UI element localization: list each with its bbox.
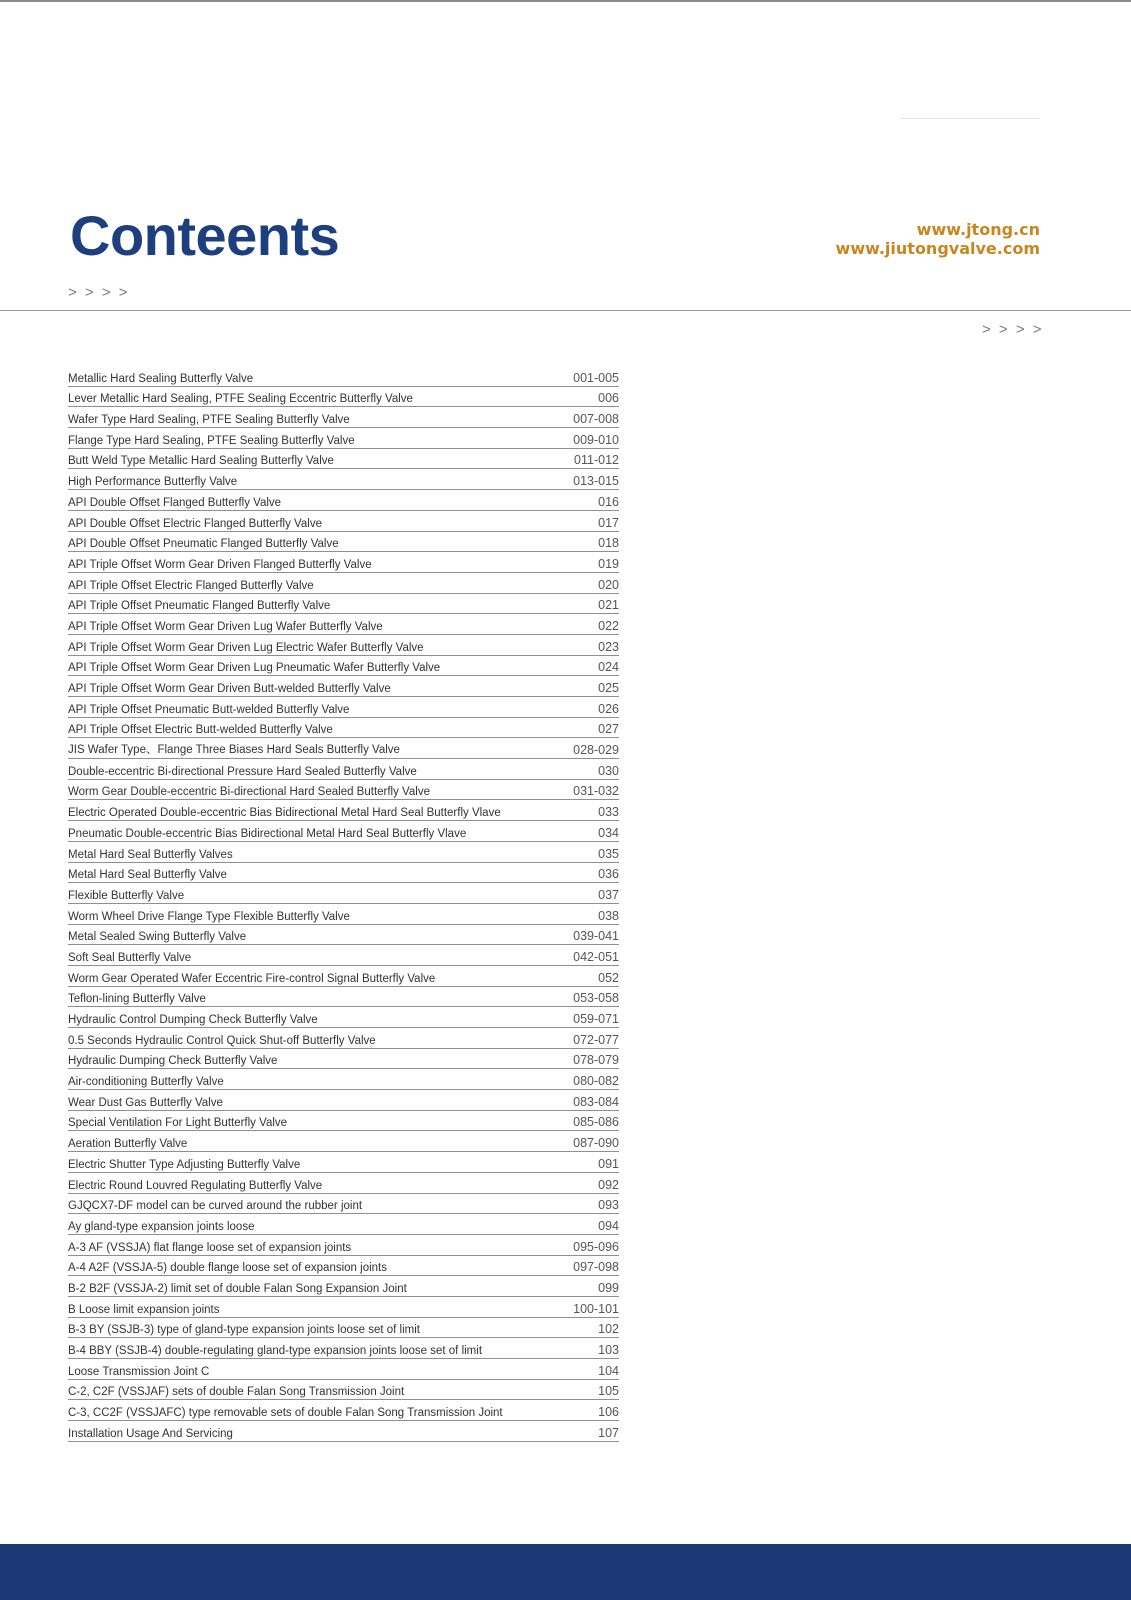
toc-entry-title: Worm Gear Operated Wafer Eccentric Fire-control Signal Butterfly Valve [68, 972, 436, 985]
toc-entry-page: 092 [598, 1177, 619, 1192]
toc-entry-title: API Triple Offset Pneumatic Flanged Butterfly Valve [68, 600, 331, 613]
toc-row[interactable] [68, 656, 619, 677]
toc-entry-title: Flange Type Hard Sealing, PTFE Sealing Butterfly Valve [68, 434, 355, 447]
toc-row[interactable] [68, 511, 619, 532]
toc-entry-title: API Triple Offset Worm Gear Driven Lug Pneumatic Wafer Butterfly Valve [68, 662, 441, 675]
top-rule [0, 0, 1131, 2]
toc-entry-page: 085-086 [573, 1115, 619, 1130]
toc-entry-page: 033 [598, 805, 619, 820]
toc-entry-title: Loose Transmission Joint C [68, 1365, 210, 1378]
toc-row[interactable] [68, 759, 619, 780]
toc-row[interactable] [68, 1338, 619, 1359]
toc-entry-title: API Triple Offset Pneumatic Butt-welded Butterfly Valve [68, 703, 350, 716]
toc-entry-title: API Double Offset Electric Flanged Butterfly Valve [68, 517, 322, 530]
toc-entry-title: High Performance Butterfly Valve [68, 476, 238, 489]
toc-row[interactable] [68, 1380, 619, 1401]
toc-entry-page: 007-008 [573, 412, 619, 427]
toc-entry-title: Ay gland-type expansion joints loose [68, 1220, 255, 1233]
toc-entry-title: Air-conditioning Butterfly Valve [68, 1076, 224, 1089]
toc-entry-title: A-4 A2F (VSSJA-5) double flange loose set of expansion joints [68, 1262, 387, 1275]
toc-entry-title: Hydraulic Control Dumping Check Butterfly Valve [68, 1014, 318, 1026]
toc-row[interactable] [68, 428, 619, 449]
toc-entry-title: C-3, CC2F (VSSJAFC) type removable sets of double Falan Song Transmission Joint [68, 1407, 503, 1420]
toc-row[interactable] [68, 987, 619, 1008]
toc-entry-title: GJQCX7-DF model can be curved around the rubber joint [68, 1200, 363, 1213]
toc-entry-title: API Triple Offset Electric Butt-welded Butterfly Valve [68, 724, 333, 737]
toc-row[interactable] [68, 1235, 619, 1256]
toc-entry-page: 001-005 [573, 370, 619, 385]
toc-row[interactable] [68, 863, 619, 884]
toc-entry-title: Flexible Butterfly Valve [68, 889, 185, 902]
toc-entry-title: Installation Usage And Servicing [68, 1427, 233, 1440]
toc-entry-title: A-3 AF (VSSJA) flat flange loose set of expansion joints [68, 1241, 352, 1254]
toc-row[interactable] [68, 1256, 619, 1277]
toc-row[interactable] [68, 883, 619, 904]
toc-entry-page: 018 [598, 536, 619, 551]
url-jtong[interactable]: www.jtong.cn [916, 220, 1040, 239]
toc-row[interactable] [68, 573, 619, 594]
toc-entry-title: Special Ventilation For Light Butterfly Valve [68, 1117, 288, 1130]
toc-row[interactable] [68, 1194, 619, 1215]
toc-entry-page: 099 [598, 1280, 619, 1295]
page-title: Conteents [70, 204, 340, 267]
toc-entry-title: API Double Offset Flanged Butterfly Valve [68, 496, 282, 509]
toc-entry-title: B-2 B2F (VSSJA-2) limit set of double Falan Song Expansion Joint [68, 1282, 407, 1295]
toc-entry-title: API Double Offset Pneumatic Flanged Butterfly Valve [68, 538, 339, 551]
toc-entry-title: Hydraulic Dumping Check Butterfly Valve [68, 1055, 278, 1068]
toc-entry-page: 019 [598, 556, 619, 571]
toc-row[interactable] [68, 594, 619, 615]
toc-entry-page: 030 [598, 763, 619, 778]
toc-entry-page: 026 [598, 701, 619, 716]
toc-entry-title: Pneumatic Double-eccentric Bias Bidirectional Metal Hard Seal Butterfly Vlave [68, 827, 467, 840]
toc-entry-page: 024 [598, 660, 619, 675]
toc-entry-page: 083-084 [573, 1094, 619, 1109]
toc-entry-title: API Triple Offset Worm Gear Driven Flanged Butterfly Valve [68, 558, 372, 571]
toc-entry-page: 052 [598, 970, 619, 985]
toc-row[interactable] [68, 780, 619, 801]
toc-entry-page: 039-041 [573, 929, 619, 944]
toc-entry-page: 080-082 [573, 1074, 619, 1089]
divider [0, 310, 1131, 311]
toc-row[interactable] [68, 1069, 619, 1090]
toc-entry-page: 095-096 [573, 1239, 619, 1254]
toc-row[interactable] [68, 1173, 619, 1194]
toc-entry-title: API Triple Offset Worm Gear Driven Butt-welded Butterfly Valve [68, 683, 391, 695]
toc-row[interactable] [68, 1131, 619, 1152]
toc-entry-page: 038 [598, 908, 619, 923]
toc-entry-page: 091 [598, 1156, 619, 1171]
toc-entry-page: 037 [598, 887, 619, 902]
toc-entry-title: Metallic Hard Sealing Butterfly Valve [68, 372, 254, 385]
toc-row[interactable] [68, 366, 619, 387]
toc-entry-page: 103 [598, 1343, 619, 1357]
toc-entry-page: 104 [598, 1363, 619, 1378]
toc-row[interactable] [68, 614, 619, 635]
toc-row[interactable] [68, 738, 619, 759]
toc-entry-title: Teflon-lining Butterfly Valve [68, 993, 206, 1006]
toc-row[interactable] [68, 966, 619, 987]
toc-entry-page: 106 [598, 1405, 619, 1420]
chevrons-right-icon: > > > > [982, 321, 1044, 338]
toc-entry-page: 023 [598, 639, 619, 654]
toc-row[interactable] [68, 842, 619, 863]
toc-entry-title: C-2, C2F (VSSJAF) sets of double Falan Song Transmission Joint [68, 1386, 405, 1399]
toc-entry-page: 016 [598, 494, 619, 509]
toc-entry-page: 059-071 [573, 1012, 619, 1026]
toc-entry-title: 0.5 Seconds Hydraulic Control Quick Shut-off Butterfly Valve [68, 1034, 376, 1047]
toc-entry-page: 027 [598, 722, 619, 737]
toc-entry-page: 020 [598, 577, 619, 592]
toc-entry-page: 042-051 [573, 949, 619, 964]
toc-row[interactable] [68, 1049, 619, 1070]
toc-entry-page: 034 [598, 825, 619, 840]
toc-row[interactable] [68, 1318, 619, 1339]
toc-row[interactable] [68, 1297, 619, 1318]
toc-row[interactable] [68, 925, 619, 946]
toc-entry-title: B-3 BY (SSJB-3) type of gland-type expansion joints loose set of limit [68, 1324, 420, 1337]
toc-entry-title: Metal Hard Seal Butterfly Valve [68, 869, 227, 882]
toc-entry-page: 022 [598, 618, 619, 633]
toc-entry-title: Wafer Type Hard Sealing, PTFE Sealing Butterfly Valve [68, 414, 350, 427]
toc-entry-title: Worm Gear Double-eccentric Bi-directional Hard Sealed Butterfly Valve [68, 786, 430, 799]
toc-row[interactable] [68, 1400, 619, 1421]
toc-entry-page: 053-058 [573, 991, 619, 1006]
toc-entry-page: 013-015 [573, 474, 619, 489]
toc-row[interactable] [68, 821, 619, 842]
toc-row[interactable] [68, 1421, 619, 1442]
toc-entry-title: B-4 BBY (SSJB-4) double-regulating gland-type expansion joints loose set of limit [68, 1345, 483, 1357]
toc-entry-title: B Loose limit expansion joints [68, 1303, 220, 1316]
toc-row[interactable] [68, 490, 619, 511]
toc-row[interactable] [68, 1090, 619, 1111]
toc-row[interactable] [68, 800, 619, 821]
toc-row[interactable] [68, 1359, 619, 1380]
toc-entry-page: 072-077 [573, 1032, 619, 1047]
toc-entry-title: Double-eccentric Bi-directional Pressure Hard Sealed Butterfly Valve [68, 765, 417, 778]
toc-row[interactable] [68, 1214, 619, 1235]
toc-entry-page: 097-098 [573, 1260, 619, 1275]
toc-entry-page: 100-101 [573, 1301, 619, 1316]
toc-row[interactable] [68, 904, 619, 925]
toc-row[interactable] [68, 387, 619, 408]
toc-row[interactable] [68, 449, 619, 470]
toc-entry-title: Electric Shutter Type Adjusting Butterfly Valve [68, 1158, 301, 1171]
toc-row[interactable] [68, 532, 619, 553]
toc-entry-page: 021 [598, 598, 619, 613]
toc-entry-title: Electric Operated Double-eccentric Bias Bidirectional Metal Hard Seal Butterfly Vlave [68, 807, 501, 820]
toc-entry-page: 093 [598, 1198, 619, 1213]
toc-entry-page: 017 [598, 515, 619, 530]
faint-mark [900, 118, 1040, 119]
toc-entry-title: Soft Seal Butterfly Valve [68, 951, 192, 964]
toc-entry-page: 102 [598, 1322, 619, 1337]
toc-row[interactable] [68, 469, 619, 490]
toc-row[interactable] [68, 1028, 619, 1049]
toc-row[interactable] [68, 1007, 619, 1028]
toc-row[interactable] [68, 552, 619, 573]
toc-entry-title: Wear Dust Gas Butterfly Valve [68, 1096, 223, 1109]
toc-row[interactable] [68, 945, 619, 966]
toc-row[interactable] [68, 407, 619, 428]
toc-entry-title: Butt Weld Type Metallic Hard Sealing Butterfly Valve [68, 455, 334, 468]
toc-entry-title: Worm Wheel Drive Flange Type Flexible Butterfly Valve [68, 910, 350, 923]
url-jiutongvalve[interactable]: www.jiutongvalve.com [835, 239, 1040, 258]
toc-entry-page: 087-090 [573, 1136, 619, 1151]
toc-entry-page: 036 [598, 867, 619, 882]
toc-entry-page: 078-079 [573, 1053, 619, 1068]
toc-entry-title: API Triple Offset Electric Flanged Butterfly Valve [68, 579, 314, 592]
url-block [836, 220, 1040, 258]
toc-row[interactable] [68, 1111, 619, 1132]
toc-row[interactable] [68, 718, 619, 739]
toc-entry-page: 009-010 [573, 432, 619, 447]
toc-entry-title: Aeration Butterfly Valve [68, 1138, 188, 1151]
toc-row[interactable] [68, 676, 619, 697]
toc-entry-title: API Triple Offset Worm Gear Driven Lug Wafer Butterfly Valve [68, 620, 383, 633]
toc-entry-title: API Triple Offset Worm Gear Driven Lug Electric Wafer Butterfly Valve [68, 641, 424, 654]
toc-entry-page: 011-012 [574, 453, 619, 468]
toc-entry-page: 094 [598, 1218, 619, 1233]
toc-row[interactable] [68, 635, 619, 656]
toc-entry-title: Electric Round Louvred Regulating Butterfly Valve [68, 1179, 323, 1192]
footer-band [0, 1544, 1131, 1600]
toc-row[interactable] [68, 1152, 619, 1173]
chevrons-left-icon: > > > > [68, 284, 130, 301]
toc-entry-title: Metal Hard Seal Butterfly Valves [68, 848, 233, 861]
toc-entry-page: 031-032 [573, 784, 619, 799]
toc-entry-page: 105 [598, 1384, 619, 1399]
toc-row[interactable] [68, 697, 619, 718]
toc-entry-page: 025 [598, 681, 619, 695]
toc-entry-title: Lever Metallic Hard Sealing, PTFE Sealing Eccentric Butterfly Valve [68, 393, 413, 406]
table-of-contents [68, 366, 619, 1442]
toc-entry-page: 006 [598, 391, 619, 406]
toc-entry-page: 035 [598, 846, 619, 861]
toc-entry-page: 107 [598, 1425, 619, 1440]
toc-row[interactable] [68, 1276, 619, 1297]
toc-entry-title: JIS Wafer Type、Flange Three Biases Hard Seals Butterfly Valve [68, 744, 400, 757]
toc-entry-page: 028-029 [573, 743, 619, 758]
toc-entry-title: Metal Sealed Swing Butterfly Valve [68, 931, 247, 944]
